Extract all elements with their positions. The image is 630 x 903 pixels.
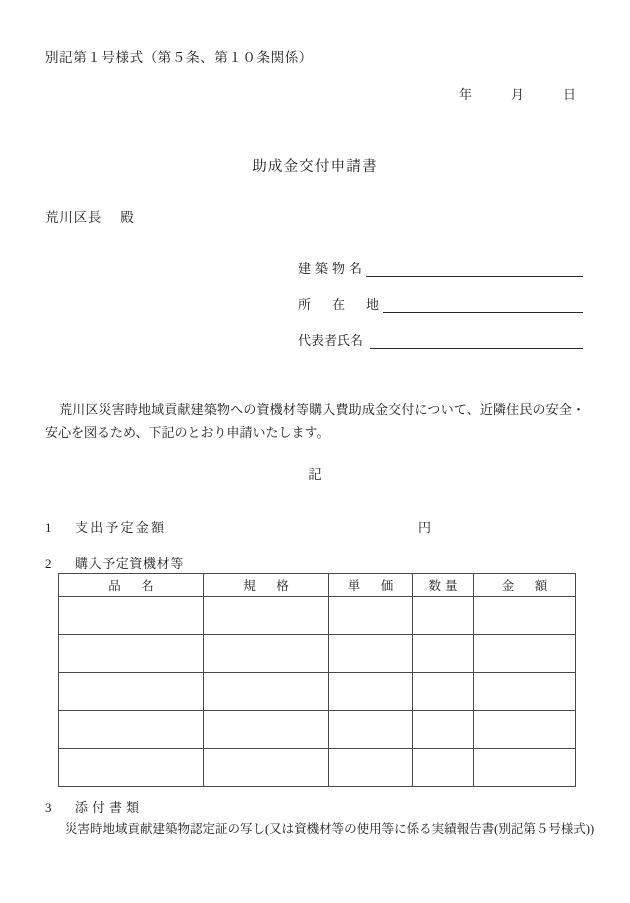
field-building-name-label: 建築物名 [298,261,367,276]
cell-specification[interactable] [204,749,329,787]
item-3-label: 添付書類 [75,800,144,815]
field-building-name-input[interactable] [366,261,583,277]
cell-item-name[interactable] [59,711,204,749]
item-3-number: 3 [45,800,52,815]
cell-amount[interactable] [474,635,576,673]
column-header-amount: 金 額 [474,574,576,597]
cell-unit-price[interactable] [329,635,413,673]
item-1-label: 支出予定金額 [75,520,167,535]
table-row [59,711,576,749]
item-3-heading [45,797,600,816]
field-location-input[interactable] [383,297,583,313]
page-title: 助成金交付申請書 [252,159,378,175]
item-2-label: 購入予定資機材等 [75,556,184,571]
item-3-attachments [45,797,600,837]
date-line [45,84,585,103]
cell-item-name[interactable] [59,635,204,673]
cell-unit-price[interactable] [329,749,413,787]
table-row [59,635,576,673]
cell-unit-price[interactable] [329,711,413,749]
table-header-row [59,574,576,597]
column-header-item-name: 品 名 [59,574,204,597]
field-location[interactable] [298,294,583,313]
item-1-currency-unit: 円 [418,520,432,535]
cell-amount[interactable] [474,749,576,787]
goods-table [58,573,576,787]
cell-quantity[interactable] [413,635,474,673]
column-header-unit-price: 単 価 [329,574,413,597]
item-1-expenditure [45,517,585,536]
column-header-specification: 規 格 [204,574,329,597]
addressee-honorific: 殿 [120,210,135,225]
cell-quantity[interactable] [413,597,474,635]
addressee-line [45,206,135,226]
table-row [59,597,576,635]
table-body [59,597,576,787]
body-paragraph: 荒川区災害時地域貢献建築物への資機材等購入費助成金交付について、近隣住民の安全・安心を図るため、下記のとおり申請いたします。 [45,402,585,440]
date-day-label: 日 [563,87,577,102]
date-month-label: 月 [511,87,525,102]
date-year-label: 年 [459,87,473,102]
item-2-number: 2 [45,556,52,571]
addressee-name: 荒川区長 [45,210,103,225]
cell-quantity[interactable] [413,711,474,749]
cell-amount[interactable] [474,711,576,749]
cell-amount[interactable] [474,597,576,635]
cell-specification[interactable] [204,635,329,673]
item-3-description: 災害時地域貢献建築物認定証の写し(又は資機材等の使用等に係る実績報告書(別記第５号様式)) [65,822,595,836]
form-number-header: 別記第１号様式（第５条、第１０条関係） [45,50,313,65]
item-1-number: 1 [45,520,52,535]
field-representative-name-label: 代表者氏名 [298,333,364,348]
cell-specification[interactable] [204,597,329,635]
cell-specification[interactable] [204,711,329,749]
cell-unit-price[interactable] [329,597,413,635]
ki-mark: 記 [308,467,322,482]
cell-item-name[interactable] [59,673,204,711]
cell-amount[interactable] [474,673,576,711]
table-row [59,749,576,787]
cell-unit-price[interactable] [329,673,413,711]
field-building-name[interactable] [298,258,583,277]
cell-item-name[interactable] [59,597,204,635]
column-header-quantity: 数量 [413,574,474,597]
field-location-label: 所 在 地 [298,297,384,312]
cell-item-name[interactable] [59,749,204,787]
cell-quantity[interactable] [413,673,474,711]
cell-quantity[interactable] [413,749,474,787]
field-representative-name-input[interactable] [370,333,583,349]
field-representative-name[interactable] [298,330,583,349]
table-row [59,673,576,711]
item-2-goods [45,553,184,572]
applicant-fields [298,258,583,366]
cell-specification[interactable] [204,673,329,711]
